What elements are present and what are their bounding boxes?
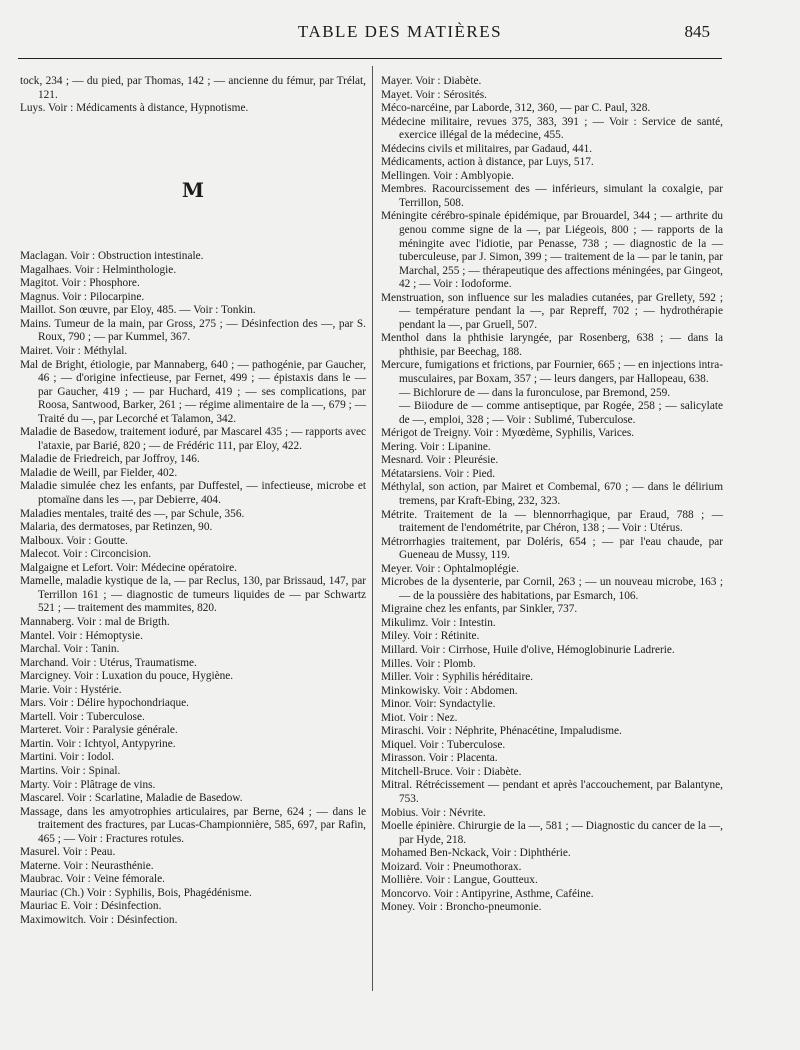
index-entry: Mascarel. Voir : Scarlatine, Maladie de Basedow. [20,792,243,805]
index-entry: Mars. Voir : Délire hypochondriaque. [20,697,190,710]
index-entry: Moelle épinière. Chirurgie de la —, 581 ; — Diagnostic du cancer de la —, par Hyde, 218. [381,820,723,846]
section-letter: M [181,177,205,202]
index-entry: Mamelle, maladie kystique de la, — par Reclus, 130, par Brissaud, 147, par Terrillon 161 ; — diagnostic de tumeurs liquides de — par Schwartz 521 ; — traitement des mammites, 820. [20,575,366,615]
index-entry: Méthylal, son action, par Mairet et Combemal, 670 ; — dans le délirium tremens, par Kraft-Ebing, 232, 323. [381,481,723,507]
index-entry: — Bichlorure de — dans la furonculose, par Bremond, 259. [399,386,671,399]
index-entry: Médecins civils et militaires, par Gadaud, 441. [381,142,593,155]
index-entry: Martini. Voir : Iodol. [20,751,115,764]
index-entry: Maladie de Friedreich, par Joffroy, 146. [20,453,200,466]
index-entry: Mauriac (Ch.) Voir : Syphilis, Bois, Phagédénisme. [20,886,252,899]
index-entry: Mollière. Voir : Langue, Goutteux. [381,874,538,887]
index-entry: Magitot. Voir : Phosphore. [20,277,140,290]
index-entry: Mirasson. Voir : Placenta. [381,752,498,765]
index-entry: Massage, dans les amyotrophies articulaires, par Berne, 624 ; — dans le traitement des fractures, par Lucas-Championnière, 585, 697, par Rafin, 465 ; — Voir : Fractures rotules. [20,805,366,845]
index-entry: Magnus. Voir : Pilocarpine. [20,290,145,303]
index-entry: Menthol dans la phthisie laryngée, par Rosenberg, 638 ; — dans la phthisie, par Beechag, 188. [381,332,723,358]
index-entry: Marteret. Voir : Paralysie générale. [20,724,178,737]
index-entry: Menstruation, son influence sur les maladies cutanées, par Grellety, 592 ; — température pendant la —, par Repreff, 702 ; — hydrothérapie pendant la —, par Gruell, 507. [381,291,723,331]
index-entry: Marty. Voir : Plâtrage de vins. [20,778,156,791]
index-entry: Minkowisky. Voir : Abdomen. [381,684,518,697]
left-entries [20,250,366,927]
index-entry: Mains. Tumeur de la main, par Gross, 275 ; — Désinfection des —, par S. Roux, 790 ; — par Kummel, 367. [20,317,366,344]
index-entry: — Biiodure de — comme antiseptique, par Rogée, 258 ; — salicylate de —, emploi, 328 ; — Voir : Sublimé, Tuberculose. [399,400,723,426]
continuation-block [20,75,366,116]
index-entry: Mérigot de Treigny. Voir : Myœdème, Syphilis, Varices. [381,427,635,440]
index-entry: Masurel. Voir : Peau. [20,846,116,859]
index-entry: Miley. Voir : Rétinite. [381,630,480,643]
index-entry: Méco-narcéine, par Laborde, 312, 360, — par C. Paul, 328. [381,102,651,115]
index-entry: Métrite. Traitement de la — blennorrhagique, par Eraud, 788 ; — traitement de l'endométrite, par Chéron, 138 ; — Voir : Utérus. [381,508,723,535]
index-entry: Malgaigne et Lefort. Voir: Médecine opératoire. [20,561,237,574]
left-column [20,75,366,928]
index-entry: Mohamed Ben-Nckack, Voir : Diphthérie. [381,847,571,860]
index-entry: Maladie de Weill, par Fielder, 402. [20,466,178,479]
header-rule [18,58,722,59]
index-entry: Marchand. Voir : Utérus, Traumatisme. [20,656,197,669]
index-entry: Mayer. Voir : Diabète. [381,75,482,87]
index-entry: Luys. Voir : Médicaments à distance, Hypnotisme. [20,102,249,115]
right-entries [381,75,723,915]
index-entry: Mannaberg. Voir : mal de Brigth. [20,615,170,628]
index-entry: Migraine chez les enfants, par Sinkler, 737. [381,603,578,616]
index-entry: Miraschi. Voir : Néphrite, Phénacétine, Impaludisme. [381,725,622,738]
index-entry: Malboux. Voir : Goutte. [20,534,128,547]
index-entry: Moncorvo. Voir : Antipyrine, Asthme, Caféine. [381,887,594,900]
index-entry: Métrorrhagies traitement, par Doléris, 654 ; — par l'eau chaude, par Gueneau de Mussy, 119. [381,535,723,562]
index-entry: Miller. Voir : Syphilis héréditaire. [381,671,534,684]
index-entry: Mobius. Voir : Névrite. [381,806,486,819]
index-entry: Métatarsiens. Voir : Pied. [381,467,496,480]
index-entry: Miot. Voir : Nez. [381,711,458,724]
index-entry: Maillot. Son œuvre, par Eloy, 485. — Voir : Tonkin. [20,304,256,317]
index-entry: Maclagan. Voir : Obstruction intestinale. [20,250,204,263]
index-entry: Martins. Voir : Spinal. [20,764,121,777]
index-entry: Miquel. Voir : Tuberculose. [381,738,506,751]
index-entry: Mauriac E. Voir : Désinfection. [20,900,162,913]
index-entry: Martin. Voir : Ichtyol, Antypyrine. [20,737,176,750]
index-entry: Mesnard. Voir : Pleurésie. [381,454,499,467]
index-entry: Mellingen. Voir : Amblyopie. [381,169,514,182]
index-entry: Marie. Voir : Hystérie. [20,683,122,696]
index-entry: Moizard. Voir : Pneumothorax. [381,860,522,873]
index-entry: Milles. Voir : Plomb. [381,657,476,670]
index-entry: Magalhaes. Voir : Helminthologie. [20,263,177,276]
index-entry: Marcigney. Voir : Luxation du pouce, Hygiène. [20,670,234,683]
index-entry: Maubrac. Voir : Veine fémorale. [20,873,165,886]
index-entry: Mercure, fumigations et frictions, par Fournier, 665 ; — en injections intra-musculaires, par Boxam, 357 ; — leurs dangers, par Hallopeau, 638. [381,359,723,386]
index-entry: Médecine militaire, revues 375, 383, 391 ; — Voir : Service de santé, exercice illégal de la médecine, 455. [381,115,723,142]
index-entry: Marchal. Voir : Tanin. [20,643,120,656]
index-entry: Maladies mentales, traité des —, par Schule, 356. [20,507,245,520]
index-entry: Maladie simulée chez les enfants, par Duffestel, — infectieuse, microbe et ptomaïne dans les —, par Debierre, 404. [20,480,366,507]
index-entry: Mairet. Voir : Méthylal. [20,345,128,358]
index-entry: Millard. Voir : Cirrhose, Huile d'olive, Hémoglobinurie Ladrerie. [381,643,675,656]
page-number: 845 [684,22,710,41]
column-divider [372,66,373,991]
right-column [381,75,723,915]
index-entry: Mantel. Voir : Hémoptysie. [20,629,143,642]
index-entry: Martell. Voir : Tuberculose. [20,710,145,723]
index-entry: Microbes de la dysenterie, par Cornil, 263 ; — un nouveau microbe, 163 ; — de la poussière des habitations, par Esmarch, 106. [381,576,723,602]
index-entry: Malaria, des dermatoses, par Retinzen, 90. [20,521,213,534]
index-entry: Mitral. Rétrécissement — pendant et après l'accouchement, par Balantyne, 753. [381,779,723,805]
index-entry: tock, 234 ; — du pied, par Thomas, 142 ; — ancienne du fémur, par Trélat, 121. [20,75,366,101]
index-entry: Maximowitch. Voir : Désinfection. [20,913,178,926]
index-entry: Mal de Bright, étiologie, par Mannaberg, 640 ; — pathogénie, par Gaucher, 46 ; — d'origine infectieuse, par Fernet, 499 ; — épistaxis dans le — par Gaucher, 419 ; — par Huchard, 419 ; — ses complications, par Roosa, Santwood, Barker, 261 ; — régime alimentaire de la —, 679 ; — Traité du —, par Lecorché et Talamon, 342. [20,358,366,425]
index-entry: Mitchell-Bruce. Voir : Diabète. [381,765,522,778]
index-entry: Médicaments, action à distance, par Luys, 517. [381,156,594,169]
index-entry: Materne. Voir : Neurasthénie. [20,859,154,872]
index-entry: Malecot. Voir : Circoncision. [20,548,152,561]
index-entry: Meyer. Voir : Ophtalmoplégie. [381,562,519,575]
index-entry: Mering. Voir : Lipanine. [381,440,491,453]
index-entry: Méningite cérébro-spinale épidémique, par Brouardel, 344 ; — arthrite du genou comme signe de la —, par Liégeois, 800 ; — rapports de la méningite avec l'idiotie, par Penasse, 738 ; — diagnostic de la — tuberculeuse, par J. Simon, 399 ; — traitement de la — par le tanin, par Marchal, 255 ; — thérapeutique des affections méningées, par Gingeot, 42 ; — Voir : Iodoforme. [381,210,723,291]
index-entry: Mayet. Voir : Sérosités. [381,88,487,101]
index-entry: Mikulimz. Voir : Intestin. [381,616,496,629]
index-entry: Money. Voir : Broncho-pneumonie. [381,901,542,914]
page-header [0,22,800,46]
index-entry: Maladie de Basedow, traitement ioduré, par Mascarel 435 ; — rapports avec l'ataxie, par Barié, 820 ; — de Frédéric 111, par Eloy, 422. [20,426,366,452]
index-entry: Membres. Racourcissement des — inférieurs, simulant la coxalgie, par Terrillon, 508. [381,183,723,209]
index-entry: Minor. Voir: Syndactylie. [381,698,496,711]
page-title: TABLE DES MATIÈRES [297,22,503,41]
